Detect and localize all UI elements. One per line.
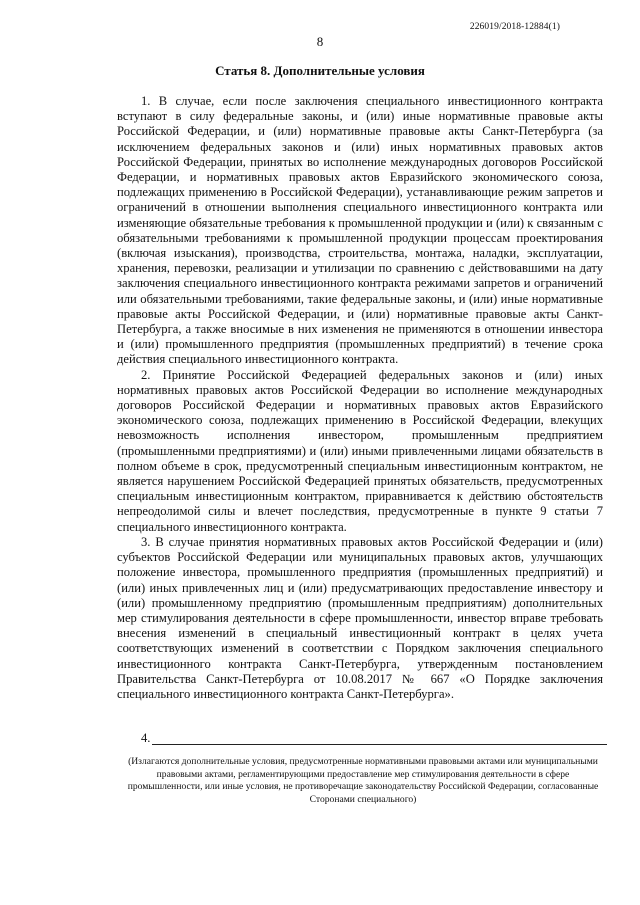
- paragraph-1: 1. В случае, если после заключения специального инвестиционного контракта вступают в силу федеральные законы, и (или) иные нормативные правовые акты Российской Федерации, и (или) нормативные правовые акты Санкт-Петербурга (за исключением федеральных законов и (или) иных нормативных правовых актов Российской Федерации, принятых во исполнение международных договоров Российской Федерации, и нормативных правовых актов Евразийского экономического союза, подлежащих применению в Российской Федерации), устанавливающие режим запретов и ограничений в отношении выполнения специального инвестиционного контракта или изменяющие обязательные требования к промышленной продукции и (или) к связанным с обязательными требованиями к промышленной продукции процессам проектирования (включая изыскания), производства, строительства, монтажа, наладки, эксплуатации, хранения, перевозки, реализации и утилизации по сравнению с действовавшими на дату заключения специального инвестиционного контракта режимами запретов и ограничений или обязательными требованиями, такие федеральные законы, и (или) иные нормативные правовые акты Российской Федерации, и (или) нормативные правовые акты Санкт-Петербурга, а также вносимые в них изменения не применяются в отношении инвестора и (или) промышленного предприятия (промышленных предприятий) в течение срока действия специального инвестиционного контракта.: [117, 94, 603, 367]
- item-4-label: 4.: [141, 731, 151, 745]
- article-body: [117, 94, 603, 702]
- paragraph-3: 3. В случае принятия нормативных правовых актов Российской Федерации и (или) субъектов Российской Федерации или муниципальных правовых актов, улучшающих положение инвестора, промышленного предприятия (промышленных предприятий) и (или) иных привлеченных лиц и (или) предусматривающих предоставление инвестору и (или) промышленному предприятию (промышленным предприятиям) дополнительных мер стимулирования деятельности в сфере промышленности, инвестор вправе требовать внесения изменений в специальный инвестиционный контракт в целях учета соответствующих изменений в соответствии с Порядком заключения специального инвестиционного контракта Санкт-Петербурга, утвержденным постановлением Правительства Санкт-Петербурга от 10.08.2017 № 667 «О Порядке заключения специального инвестиционного контракта Санкт-Петербурга».: [117, 534, 603, 701]
- paragraph-2: 2. Принятие Российской Федерацией федеральных законов и (или) иных нормативных правовых актов Российской Федерации во исполнение международных договоров Российской Федерации и нормативных правовых актов Евразийского экономического союза, подлежащих применению в Российской Федерации, влекущих невозможность исполнения инвестором, промышленным предприятием (промышленными предприятиями) и (или) иными привлеченными лицами обязательств в полном объеме в срок, предусмотренный специальным инвестиционным контрактом, не является нарушением Российской Федерацией принятых обязательств, предусмотренных специальным инвестиционным контрактом, приравнивается к действию обстоятельств непреодолимой силы и влечет последствия, предусмотренные в пункте 9 статьи 7 специального инвестиционного контракта.: [117, 367, 603, 534]
- document-number: 226019/2018-12884(1): [469, 22, 560, 32]
- page-number: 8: [316, 34, 324, 49]
- item-4-blank-line: [152, 744, 607, 745]
- item-4-note: (Излагаются дополнительные условия, предусмотренные нормативными правовыми актами или муниципальными правовыми актами, регламентирующими предоставление мер стимулирования деятельности в сфере промышленности, или иные условия, не противоречащие законодательству Российской Федерации, согласованные Сторонами специального): [127, 756, 599, 805]
- article-title: Статья 8. Дополнительные условия: [215, 63, 425, 78]
